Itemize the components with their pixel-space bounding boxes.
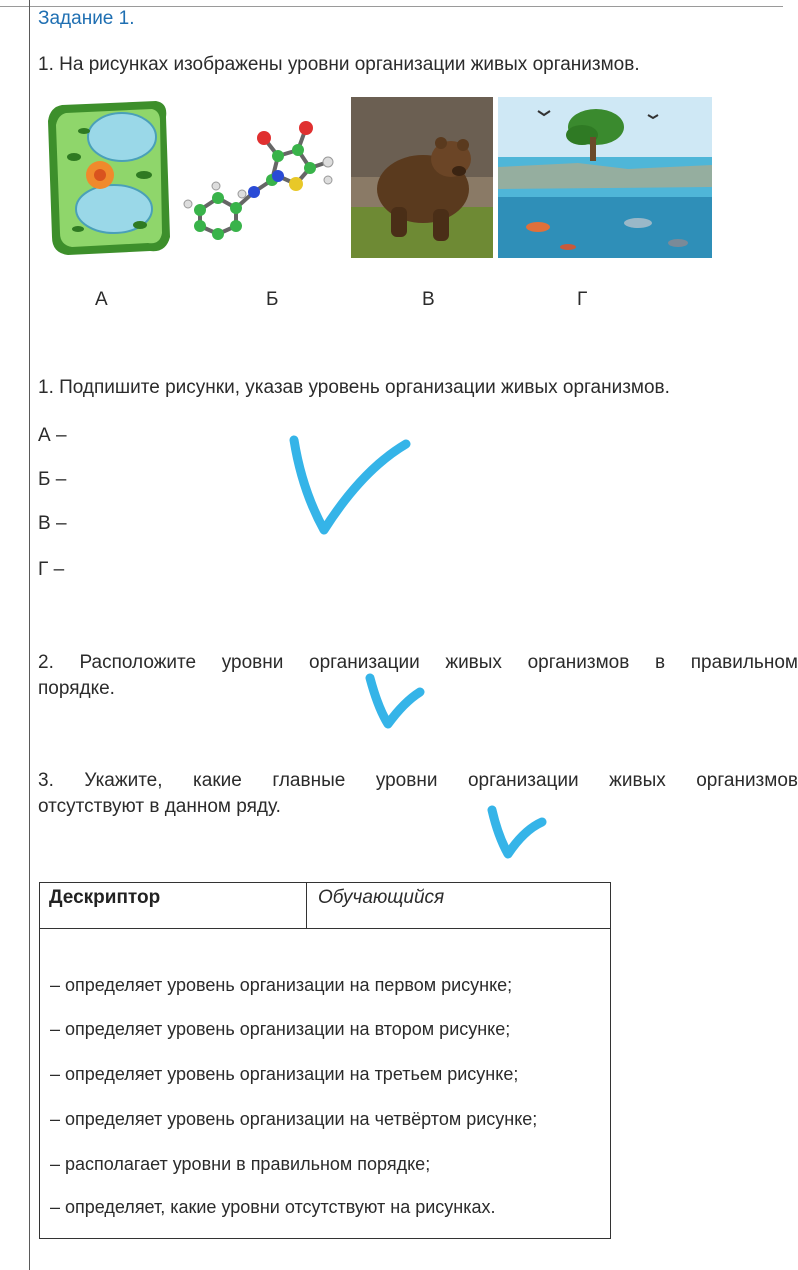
picture-letter-b: Б <box>266 289 279 310</box>
molecule-image <box>180 110 336 240</box>
checkmark-icon <box>360 668 430 737</box>
subtask-1-text: 1. Подпишите рисунки, указав уровень организации живых организмов. <box>38 377 670 398</box>
descriptor-table <box>39 882 611 1239</box>
ecosystem-image <box>498 97 712 258</box>
criterion-item: – располагает уровни в правильном порядке; <box>50 1154 431 1174</box>
checkmark-icon <box>480 800 550 869</box>
criterion-item: – определяет, какие уровни отсутствуют на рисунках. <box>50 1197 496 1217</box>
question-1-text: 1. На рисунках изображены уровни организации живых организмов. <box>38 54 640 75</box>
picture-letter-a: А <box>95 289 108 310</box>
picture-letter-g: Г <box>577 289 588 310</box>
answer-line-v: В – <box>38 513 67 534</box>
plant-cell-image <box>44 97 174 257</box>
criterion-item: – определяет уровень организации на третьем рисунке; <box>50 1064 519 1084</box>
left-border <box>29 0 30 1270</box>
answer-line-g: Г – <box>38 559 65 580</box>
top-border <box>0 6 783 7</box>
picture-letter-v: В <box>422 289 435 310</box>
header-descriptor: Дескриптор <box>40 883 307 929</box>
bear-image <box>351 97 493 258</box>
question-3-text: 3. Укажите, какие главные уровни организации живых организмов отсутствуют в данном ряду. <box>38 770 798 817</box>
criterion-item: – определяет уровень организации на втором рисунке; <box>50 1019 511 1039</box>
task-title: Задание 1. <box>38 8 135 29</box>
criterion-item: – определяет уровень организации на первом рисунке; <box>50 975 513 995</box>
criterion-item: – определяет уровень организации на четвёртом рисунке; <box>50 1109 538 1129</box>
answer-line-b: Б – <box>38 469 67 490</box>
answer-line-a: А – <box>38 425 67 446</box>
question-2-text: 2. Расположите уровни организации живых организмов в правильном порядке. <box>38 652 798 699</box>
checkmark-icon <box>282 430 417 545</box>
header-learner: Обучающийся <box>307 883 610 929</box>
